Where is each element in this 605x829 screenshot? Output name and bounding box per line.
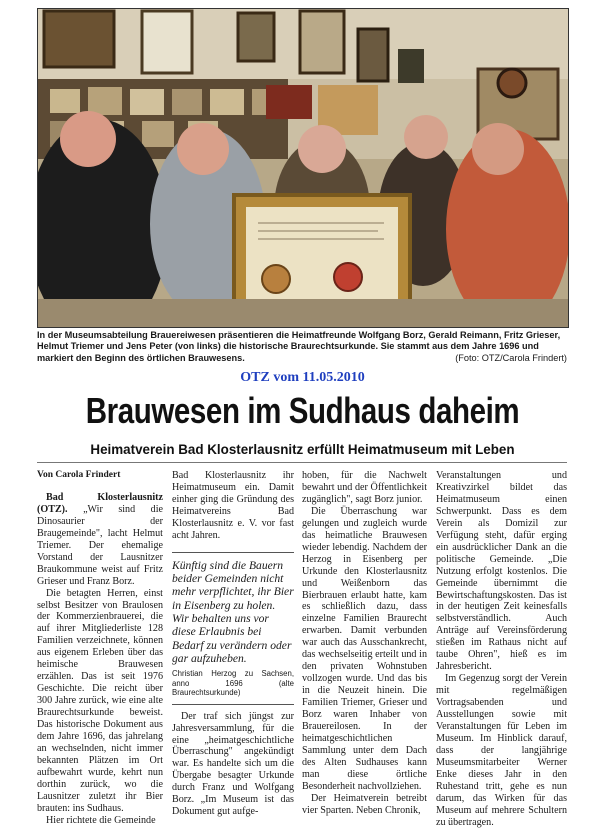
divider (37, 462, 567, 463)
source-line: OTZ vom 11.05.2010 (240, 370, 365, 385)
author-byline: Von Carola Frindert (37, 470, 121, 480)
caption-text: In der Museumsabteilung Brauereiwesen präsentieren die Heimatfreunde Wolfgang Borz, Gerald Reimann, Fritz Grieser, Helmut Triemer und Jens Peter (von links) die historische Braurechtsurkunde. Sie stammt aus dem Jahre 1696 und markiert den Beginn des örtlichen Brauwesens. (37, 330, 561, 363)
paragraph: Die betagten Herren, einst selbst Besitzer von Braulosen der Kommerzienbrauerei, die auf ihrer Mitgliederliste 128 Familien verzeichnete, können aus eigenem Erleben über das heimische Brauwesen erzählen. Das ist seit 1976 Geschichte. Die reicht über 300 Jahre zurück, wie eine alte Braurechtsurkunde beweist. Das historische Dokument aus dem Jahre 1696, das jahrelang an wechselnden, nicht immer bekannten Plätzen im Ort aufbewahrt wurde, kehrt nun dorthin zurück, wo die Lausnitzer zuletzt ihr Bier brauten: ins Sudhaus. (37, 587, 163, 814)
headline: Brauwesen im Sudhaus daheim (85, 390, 520, 431)
subheadline: Heimatverein Bad Klosterlausnitz erfüllt Heimatmuseum mit Leben (90, 442, 515, 457)
dateline: Bad Klosterlausnitz (OTZ). (37, 491, 163, 515)
photo-credit: (Foto: OTZ/Carola Frindert) (455, 352, 567, 363)
pull-quote (172, 552, 294, 705)
paragraph: Der traf sich jüngst zur Jahresversammlung, für die eine „heimatgeschichtliche Überraschung" angekündigt war. Es handelte sich um die Übergabe besagter Urkunde durch Franz und Wolfgang Borz. „Im Museum ist das Dokument gut aufge- (172, 710, 294, 818)
article-column-3 (302, 470, 427, 817)
article-column-1 (37, 470, 163, 827)
pull-quote-source: Christian Herzog zu Sachsen, anno 1696 (alte Braurechtsurkunde) (172, 669, 294, 698)
pull-quote-text: Künftig sind die Bauern beider Gemeinden nicht mehr verpflichtet, ihr Bier in Eisenberg zu holen. Wir behalten uns vor diese Erlaubnis bei Bedarf zu verändern oder gar aufzuheben. (172, 558, 294, 665)
paragraph: hoben, für die Nachwelt bewahrt und der Öffentlichkeit zugänglich", sagt Borz junior. (302, 470, 427, 505)
paragraph: Hier richtete die Gemeinde (46, 814, 156, 826)
paragraph: Veranstaltungen und Kreativzirkel bildet das Heimatmuseum einen Schwerpunkt. Dass es dem Verein als Domizil zur Verfügung steht, dafür erging ein ausdrücklicher Dank an die politische Gemeinde. „Die Nutzung erfolgt kostenlos. Die Gemeinde übernimmt die Bewirtschaftungskosten. Das ist in der heutigen Zeit keinesfalls selbstverständlich. Auch Anträge auf Vereinsförderung stießen im Rathaus nicht auf taube Ohren", hieß es im Jahresbericht. (436, 470, 567, 673)
article-photo (37, 8, 569, 328)
paragraph: Der Heimatverein betreibt vier Sparten. Neben Chronik, (302, 792, 427, 816)
paragraph-text: „Wir sind die Dinosaurier der Braugemeinde", lacht Helmut Triemer. Der ehemalige Vorstand der Lausnitzer Braukommune weist auf Fritz Grieser und Franz Borz. (37, 503, 163, 587)
photo-caption (37, 330, 567, 364)
article-column-2 (172, 470, 294, 818)
article-column-4 (436, 470, 567, 829)
paragraph: Im Gegenzug sorgt der Verein mit regelmäßigen Vortragsabenden und Ausstellungen sowie mit Veranstaltungen für Leben im Museum. Im Hinblick darauf, dass der langjährige Museumsmitarbeiter Werner Enke dieses Jahr in den Ruhestand tritt, gehe es nun darum, das Wirken für das Museum auf mehrere Schultern zu übertragen. (436, 673, 567, 828)
paragraph: Die Überraschung war gelungen und zugleich wurde das heimatliche Brauwesen wieder lebendig. Nachdem der Herzog in Eisenberg per Urkunde den Klosterlausnitz und Weißenborn das Bierbrauen erlaubt hatte, kam es schließlich dazu, dass einzelne Familien Braurecht erwarben. Damit verbunden war auch das Ausschankrecht, das wechselseitig erteilt und in den privaten Wohnstuben vollzogen wurde. Und das bis in die Neuzeit hinein. Die Familien Triemer, Grieser und Borz waren Inhaber von Brauereilosen. In der heimatgeschichtlichen Sammlung unter dem Dach des Alten Sudhauses kann man diese örtliche Besonderheit nachvollziehen. (302, 505, 427, 792)
paragraph (37, 492, 163, 588)
paragraph: Bad Klosterlausnitz ihr Heimatmuseum ein. Damit einher ging die Gründung des Heimatvereins Bad Klosterlausnitz e. V. vor fast acht Jahren. (172, 470, 294, 541)
